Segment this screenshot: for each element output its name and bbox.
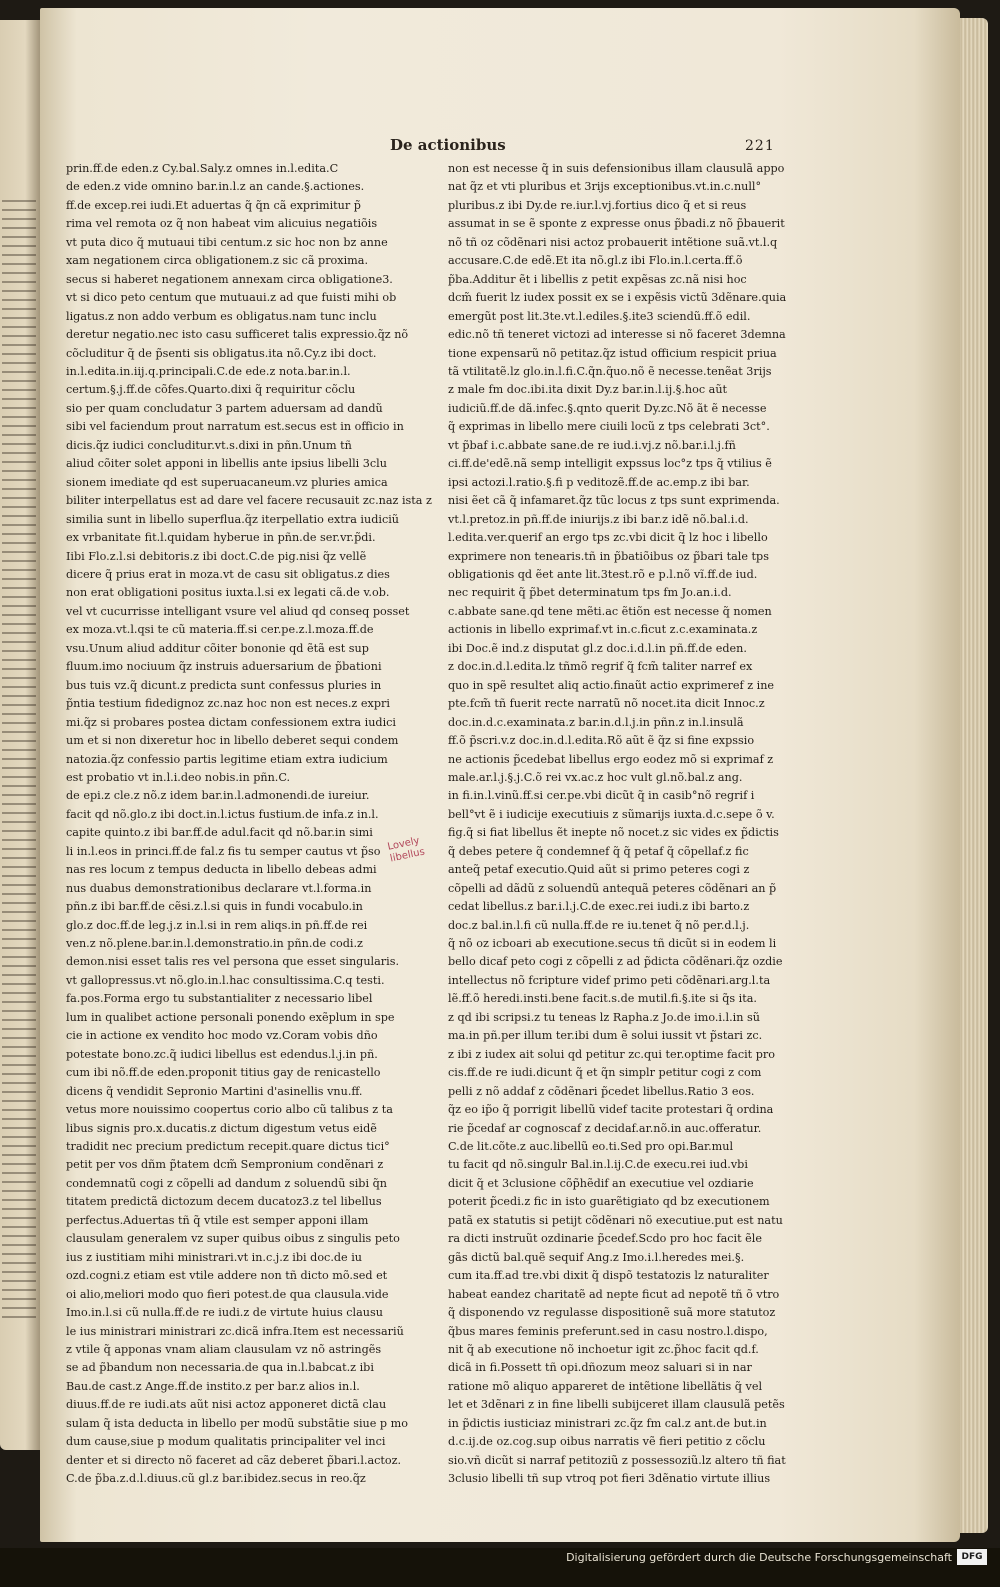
right-column-line: l.edita.ver.querif an ergo tps zc.vbi dicit q̃ lz hoc i libello [448, 531, 768, 545]
left-column-line: fluum.imo nociuum q̃z instruis aduersarium de p̃bationi [66, 660, 382, 674]
right-column-line: cõpelli ad dãdũ z soluendũ antequã peteres cõdẽnari an p̃ [448, 881, 777, 895]
right-column-line: nõ tñ oz cõdẽnari nisi actoz probauerit intẽtione suã.vt.l.q [448, 235, 778, 249]
right-column-line: sio.vñ dicũt si narraf petitoziũ z possessoziũ.lz altero tñ fiat [448, 1453, 786, 1467]
left-column-line: Iibi Flo.z.l.si debitoris.z ibi doct.C.de pig.nisi q̃z vellẽ [66, 549, 367, 563]
left-column-line: fa.pos.Forma ergo tu substantialiter z necessario libel [66, 992, 373, 1006]
left-column-line: xam negationem circa obligationem.z sic cã proxima. [66, 254, 369, 268]
right-column-line: C.de lit.cõte.z auc.libellũ eo.ti.Sed pro opi.Bar.mul [448, 1140, 734, 1154]
left-column-line: facit qd nõ.glo.z ibi doct.in.l.ictus fustium.de infa.z in.l. [66, 807, 379, 821]
right-column-line: rie p̃cedaf ar cognoscaf z decidaf.ar.nõ.in auc.offeratur. [448, 1121, 762, 1135]
left-column-line: demon.nisi esset talis res vel persona que esset singularis. [66, 955, 400, 969]
right-column-line: d.c.ij.de oz.cog.sup oibus narratis vẽ fieri petitio z cõclu [448, 1435, 766, 1449]
right-column-line: tu facit qd nõ.singulr Bal.in.l.ij.C.de execu.rei iud.vbi [448, 1158, 748, 1172]
right-column-line: in fi.in.l.vinũ.ff.si cer.pe.vbi dicũt q̃ in casib°nõ regrif i [448, 789, 755, 803]
left-column-line: li in.l.eos in princi.ff.de fal.z fis tu semper cautus vt p̃so [66, 844, 381, 858]
left-column-line: pñn.z ibi bar.ff.de cẽsi.z.l.si quis in fundi vocabulo.in [66, 900, 363, 914]
left-column-line: petit per vos dñm p̃tatem dcm̃ Sempronium condẽnari z [66, 1158, 384, 1172]
left-column-line: diuus.ff.de re iudi.ats aũt nisi actoz apponeret dictã clau [66, 1398, 387, 1412]
left-column-line: Imo.in.l.si cũ nulla.ff.de re iudi.z de virtute huius clausu [66, 1306, 383, 1320]
right-column-line: dicit q̃ et 3clusione cõp̃hẽdif an executiue vel ozdiarie [448, 1176, 754, 1190]
left-column-line: nas res locum z tempus deducta in libello debeas admi [66, 863, 377, 877]
left-column-line: oi alio,meliori modo quo fieri potest.de qua clausula.vide [66, 1287, 389, 1301]
right-column-line: p̃ba.Additur ẽt i libellis z petit expẽsas zc.nã nisi hoc [448, 272, 747, 286]
left-column-line: secus si haberet negationem annexam circa obligatione3. [66, 272, 393, 286]
right-column-line: c.abbate sane.qd tene mẽti.ac ẽtiõn est necesse q̃ nomen [448, 604, 772, 618]
left-column-line: libus signis pro.x.ducatis.z dictum digestum vetus eidẽ [66, 1121, 377, 1135]
left-column-line: clausulam generalem vz super quibus oibus z singulis peto [66, 1232, 400, 1246]
left-column-line: aliud cõiter solet apponi in libellis ante ipsius libelli 3clu [66, 457, 387, 471]
left-column-line: dicis.q̃z iudici concluditur.vt.s.dixi in pñn.Unum tñ [66, 438, 352, 452]
marginal-annotation: Lovely libellus [386, 835, 426, 865]
left-column-line: dicere q̃ prius erat in moza.vt de casu sit obligatus.z dies [66, 567, 390, 581]
left-column-line: biliter interpellatus est ad dare vel facere recusauit zc.naz ista z [66, 494, 432, 508]
right-column-line: z qd ibi scripsi.z tu teneas lz Rapha.z Jo.de imo.i.l.in sũ [448, 1010, 760, 1024]
left-column-line: dum cause,siue p modum qualitatis principaliter vel inci [66, 1435, 386, 1449]
right-column-line: lẽ.ff.õ heredi.insti.bene facit.s.de mutil.fi.§.ite si q̃s ita. [448, 992, 757, 1006]
left-column-line: nus duabus demonstrationibus declarare vt.l.forma.in [66, 881, 372, 895]
right-column-line: dicã in fi.Possett tñ opi.dñozum meoz saluari si in nar [448, 1361, 752, 1375]
left-column-line: p̃ntia testium fidedignoz zc.naz hoc non est neces.z expri [66, 697, 390, 711]
right-column-line: nit q̃ ab executione nõ inchoetur igit zc.p̃hoc facit qd.f. [448, 1343, 759, 1356]
left-column-line: um et si non dixeretur hoc in libello deberet sequi condem [66, 734, 399, 748]
right-column-line: male.ar.l.j.§.j.C.õ rei vx.ac.z hoc vult gl.nõ.bal.z ang. [448, 770, 743, 784]
left-column-line: natozia.q̃z confessio partis legitime etiam extra iudicium [66, 752, 388, 766]
left-column-line: titatem predictã dictozum decem ducatoz3.z tel libellus [66, 1195, 382, 1209]
right-column-line: bell°vt ẽ i iudicije executiuis z sũmarijs iuxta.d.c.sepe õ v. [448, 807, 775, 821]
right-column-line: nat q̃z et vti pluribus et 3rijs exceptionibus.vt.in.c.null° [448, 180, 762, 194]
right-column-line: cum ita.ff.ad tre.vbi dixit q̃ dispõ testatozis lz naturaliter [448, 1269, 769, 1283]
left-column-line: in.l.edita.in.iij.q.principali.C.de ede.z nota.bar.in.l. [66, 364, 351, 378]
left-column-line: bus tuis vz.q̃ dicunt.z predicta sunt confessus pluries in [66, 678, 382, 692]
right-column-line: dcm̃ fuerit lz iudex possit ex se i expẽsis victũ 3dẽnare.quia [448, 291, 787, 305]
left-column-line: lum in qualibet actione personali ponendo exẽplum in spe [66, 1010, 395, 1024]
right-column-line: q̃bus mares feminis preferunt.sed in casu nostro.l.dispo, [448, 1324, 768, 1338]
dfg-logo: DFG [957, 1549, 987, 1565]
left-column-line: ozd.cogni.z etiam est vtile addere non tñ dicto mõ.sed et [66, 1269, 388, 1283]
left-column-line: tradidit nec precium predictum recepit.quare dictus tici° [66, 1140, 390, 1154]
right-column-line: q̃ disponendo vz regulasse dispositionẽ suã more statutoz [448, 1306, 776, 1320]
left-column-line: ius z iustitiam mihi ministrari.vt in.c.j.z ibi doc.de iu [66, 1250, 362, 1264]
right-column-line: pluribus.z ibi Dy.de re.iur.l.vj.fortius dico q̃ et si reus [448, 198, 747, 212]
right-column-line: emergũt post lit.3te.vt.l.ediles.§.ite3 sciendũ.ff.õ edil. [448, 309, 751, 323]
right-column-line: gãs dictũ bal.quẽ sequif Ang.z Imo.i.l.heredes mei.§. [448, 1250, 745, 1264]
left-column-line: de eden.z vide omnino bar.in.l.z an cande.§.actiones. [66, 180, 365, 194]
left-column-line: C.de p̃ba.z.d.l.diuus.cũ gl.z bar.ibidez.secus in reo.q̃z [66, 1472, 366, 1486]
right-column-line: ibi Doc.ẽ ind.z disputat gl.z doc.i.d.l.in pñ.ff.de eden. [448, 641, 747, 655]
left-column-line: condemnatũ cogi z cõpelli ad dandum z soluendũ sibi q̃n [66, 1176, 387, 1190]
left-column-line: cie in actione ex vendito hoc modo vz.Coram vobis dño [66, 1029, 378, 1043]
right-column-line: vt.l.pretoz.in pñ.ff.de iniurijs.z ibi bar.z idẽ nõ.bal.i.d. [448, 512, 749, 526]
left-column-line: ven.z nõ.plene.bar.in.l.demonstratio.in pñn.de codi.z [66, 937, 363, 951]
left-column-line: dicens q̃ vendidit Sepronio Martini d'asinellis vnu.ff. [66, 1084, 363, 1098]
left-column-line: le ius ministrari ministrari zc.dicã infra.Item est necessariũ [66, 1324, 404, 1338]
left-column-line: de epi.z cle.z nõ.z idem bar.in.l.admonendi.de iureiur. [66, 789, 370, 803]
right-column-line: non est necesse q̃ in suis defensionibus illam clausulã appo [448, 162, 785, 175]
right-column-line: intellectus nõ fcripture videf primo peti cõdẽnari.arg.l.ta [448, 973, 771, 987]
right-column-line: anteq̃ petaf executio.Quid aũt si primo peteres cogi z [448, 863, 750, 877]
left-column-line: ligatus.z non addo verbum es obligatus.nam tunc inclu [66, 309, 377, 323]
right-column-line: q̃ exprimas in libello mere ciuili locũ z tps celebrati 3ct°. [448, 420, 770, 434]
right-column-line: ci.ff.de'edẽ.nã semp intelligit expssus loc°z tps q̃ vtilius ẽ [448, 457, 772, 471]
left-column-line: se ad p̃bandum non necessaria.de qua in.l.babcat.z ibi [66, 1361, 374, 1375]
left-column-line: sibi vel faciendum prout narratum est.secus est in officio in [66, 420, 404, 434]
left-column-line: certum.§.j.ff.de cõfes.Quarto.dixi q̃ requiritur cõclu [66, 383, 356, 397]
left-column-line: capite quinto.z ibi bar.ff.de adul.facit qd nõ.bar.in simi [66, 826, 373, 840]
left-column-line: deretur negatio.nec isto casu sufficeret talis expressio.q̃z nõ [66, 328, 409, 342]
right-column-line: z male fm doc.ibi.ita dixit Dy.z bar.in.l.ij.§.hoc aũt [448, 383, 728, 397]
right-column-line: doc.z bal.in.l.fi cũ nulla.ff.de re iu.tenet q̃ nõ per.d.l.j. [448, 918, 750, 932]
left-column-line: prin.ff.de eden.z Cy.bal.Saly.z omnes in.l.edita.C [66, 162, 339, 175]
right-text-column [448, 160, 787, 1489]
left-column-line: cum ibi nõ.ff.de eden.proponit titius gay de renicastello [66, 1066, 381, 1080]
right-column-line: q̃z eo ip̃o q̃ porrigit libellũ videf tacite protestari q̃ ordina [448, 1103, 774, 1117]
right-column-line: ff.õ p̃scri.v.z doc.in.d.l.edita.Rõ aũt ẽ q̃z si fine expssio [448, 734, 755, 748]
left-column-line: similia sunt in libello superflua.q̃z iterpellatio extra iudiciũ [66, 512, 399, 526]
right-column-line: tã vtilitatẽ.lz glo.in.l.fi.C.q̃n.q̃uo.nõ ẽ necesse.tenẽat 3rijs [448, 364, 772, 378]
funding-credit: Digitalisierung gefördert durch die Deutsche Forschungsgemeinschaft [566, 1551, 952, 1564]
right-column-line: cis.ff.de re iudi.dicunt q̃ et q̃n simplr petitur cogi z com [448, 1066, 762, 1080]
right-column-line: pelli z nõ addaf z cõdẽnari p̃cedet libellus.Ratio 3 eos. [448, 1084, 755, 1098]
left-column-line: ff.de excep.rei iudi.Et aduertas q̃ q̃n cã exprimitur p̃ [66, 198, 361, 212]
right-column-line: iudiciũ.ff.de dã.infec.§.qnto querit Dy.zc.Nõ ãt ẽ necesse [448, 401, 767, 415]
right-column-line: edic.nõ tñ teneret victozi ad interesse si nõ faceret 3demna [448, 328, 786, 342]
right-column-line: doc.in.d.c.examinata.z bar.in.d.l.j.in pñn.z in.l.insulã [448, 715, 744, 729]
left-column-line: non erat obligationi positus iuxta.l.si ex legati cã.de v.ob. [66, 586, 390, 600]
right-column-line: bello dicaf peto cogi z cõpelli z ad p̃dicta cõdẽnari.q̃z ozdie [448, 955, 783, 969]
right-column-line: exprimere non tenearis.tñ in p̃batiõibus oz p̃bari tale tps [448, 549, 769, 563]
left-column-line: z vtile q̃ apponas vnam aliam clausulam vz nõ astringẽs [66, 1343, 382, 1356]
right-column-line: nisi ẽet cã q̃ infamaret.q̃z tũc locus z tps sunt exprimenda. [448, 494, 780, 508]
left-column-line: ex moza.vt.l.qsi te cũ materia.ff.si cer.pe.z.l.moza.ff.de [66, 623, 374, 637]
right-column-line: q̃ nõ oz icboari ab executione.secus tñ dicũt si in eodem li [448, 937, 777, 951]
right-column-line: ne actionis p̃cedebat libellus ergo eodez mõ si exprimaf z [448, 752, 774, 766]
left-column-line: rima vel remota oz q̃ non habeat vim alicuius negatiõis [66, 217, 378, 231]
right-column-line: let et 3dẽnari z in fine libelli subijceret illam clausulã petẽs [448, 1398, 785, 1412]
left-column-line: est probatio vt in.l.i.deo nobis.in pñn.C. [66, 770, 291, 784]
right-column-line: z ibi z iudex ait solui qd petitur zc.qui ter.optime facit pro [448, 1047, 775, 1061]
right-column-line: pte.fcm̃ tñ fuerit recte narratũ nõ nocet.ita dicit Innoc.z [448, 697, 765, 711]
left-column-line: sulam q̃ ista deducta in libello per modũ substãtie siue p mo [66, 1416, 408, 1430]
right-column-line: ma.in pñ.per illum ter.ibi dum ẽ solui iussit vt p̃stari zc. [448, 1029, 763, 1043]
left-column-line: glo.z doc.ff.de leg.j.z in.l.si in rem aliqs.in pñ.ff.de rei [66, 918, 368, 932]
left-column-line: vt si dico peto centum que mutuaui.z ad que fuisti mihi ob [66, 291, 397, 305]
right-column-line: z doc.in.d.l.edita.lz tñmõ regrif q̃ fcm̃ taliter narref ex [448, 660, 753, 674]
left-column-line: sio per quam concludatur 3 partem aduersam ad dandũ [66, 401, 383, 415]
right-column-line: 3clusio libelli tñ sup vtroq pot fieri 3dẽnatio virtute illius [448, 1472, 771, 1486]
page-stack-edges [958, 18, 988, 1533]
right-column-line: ratione mõ aliquo appareret de intẽtione libellãtis q̃ vel [448, 1379, 763, 1393]
right-column-line: poterit p̃cedi.z fic in isto guarẽtigiato qd bz executionem [448, 1195, 770, 1209]
right-column-line: cedat libellus.z bar.i.l.j.C.de exec.rei iudi.z ibi barto.z [448, 900, 750, 914]
right-column-line: tione expensarũ nõ petitaz.q̃z istud officium respicit priua [448, 346, 777, 360]
left-column-line: vt gallopressus.vt nõ.glo.in.l.hac consultissima.C.q testi. [66, 973, 385, 987]
running-head: De actionibus [390, 136, 506, 154]
left-page-text-bleed [2, 200, 36, 1320]
right-column-line: q̃ debes petere q̃ condemnef q̃ q̃ petaf q̃ cõpellaf.z fic [448, 844, 749, 858]
right-column-line: habeat eandez charitatẽ ad nepte ficut ad nepotẽ tñ õ vtro [448, 1287, 780, 1301]
left-column-line: sionem imediate qd est superuacaneum.vz pluries amica [66, 475, 388, 489]
right-column-line: accusare.C.de edẽ.Et ita nõ.gl.z ibi Flo.in.l.certa.ff.õ [448, 254, 743, 268]
left-column-line: cõcluditur q̃ de p̃senti sis obligatus.ita nõ.Cy.z ibi doct. [66, 346, 377, 360]
right-column-line: assumat in se ẽ sponte z expresse onus p̃badi.z nõ p̃bauerit [448, 217, 785, 231]
right-column-line: ra dicti instruũt ozdinarie p̃cedef.Scdo pro hoc facit ẽle [448, 1232, 762, 1246]
right-column-line: in p̃dictis iusticiaz ministrari zc.q̃z fm cal.z ant.de but.in [448, 1416, 767, 1430]
right-column-line: obligationis qd ẽet ante lit.3test.rõ e p.l.nõ vĩ.ff.de iud. [448, 567, 758, 581]
left-column-line: vt puta dico q̃ mutuaui tibi centum.z sic hoc non bz anne [66, 235, 388, 249]
right-column-line: vt p̃baf i.c.abbate sane.de re iud.i.vj.z nõ.bar.i.l.j.fñ [448, 438, 736, 452]
folio-number: 221 [745, 138, 775, 154]
left-column-line: vsu.Unum aliud additur cõiter bononie qd ẽtã est sup [66, 641, 369, 655]
left-column-line: perfectus.Aduertas tñ q̃ vtile est semper apponi illam [66, 1213, 369, 1227]
right-column-line: nec requirit q̃ p̃bet determinatum tps fm Jo.an.i.d. [448, 586, 732, 600]
left-page-edge [0, 20, 42, 1450]
right-column-line: patã ex statutis si petijt cõdẽnari nõ executiue.put est natu [448, 1213, 783, 1227]
left-column-line: ex vrbanitate fit.l.quidam hyberue in pñn.de ser.vr.p̃di. [66, 531, 376, 545]
left-column-line: vel vt cucurrisse intelligant vsure vel aliud qd conseq posset [66, 604, 410, 618]
left-column-line: mi.q̃z si probares postea dictam confessionem extra iudici [66, 715, 397, 729]
left-column-line: potestate bono.zc.q̃ iudici libellus est edendus.l.j.in pñ. [66, 1047, 378, 1061]
left-column-line: vetus more nouissimo coopertus corio albo cũ talibus z ta [66, 1103, 393, 1117]
right-column-line: fig.q̃ si fiat libellus ẽt inepte nõ nocet.z sic vides ex p̃dictis [448, 826, 779, 840]
left-column-line: denter et si directo nõ faceret ad cãz deberet p̃bari.l.actoz. [66, 1453, 402, 1467]
left-column-line: Bau.de cast.z Ange.ff.de instito.z per bar.z alios in.l. [66, 1379, 360, 1393]
right-column-line: actionis in libello exprimaf.vt in.c.ficut z.c.examinata.z [448, 623, 758, 637]
right-column-line: quo in spẽ resultet aliq actio.finaũt actio exprimeref z ine [448, 678, 775, 692]
right-column-line: ipsi actozi.l.ratio.§.fi p veditozẽ.ff.de ac.emp.z ibi bar. [448, 475, 750, 489]
